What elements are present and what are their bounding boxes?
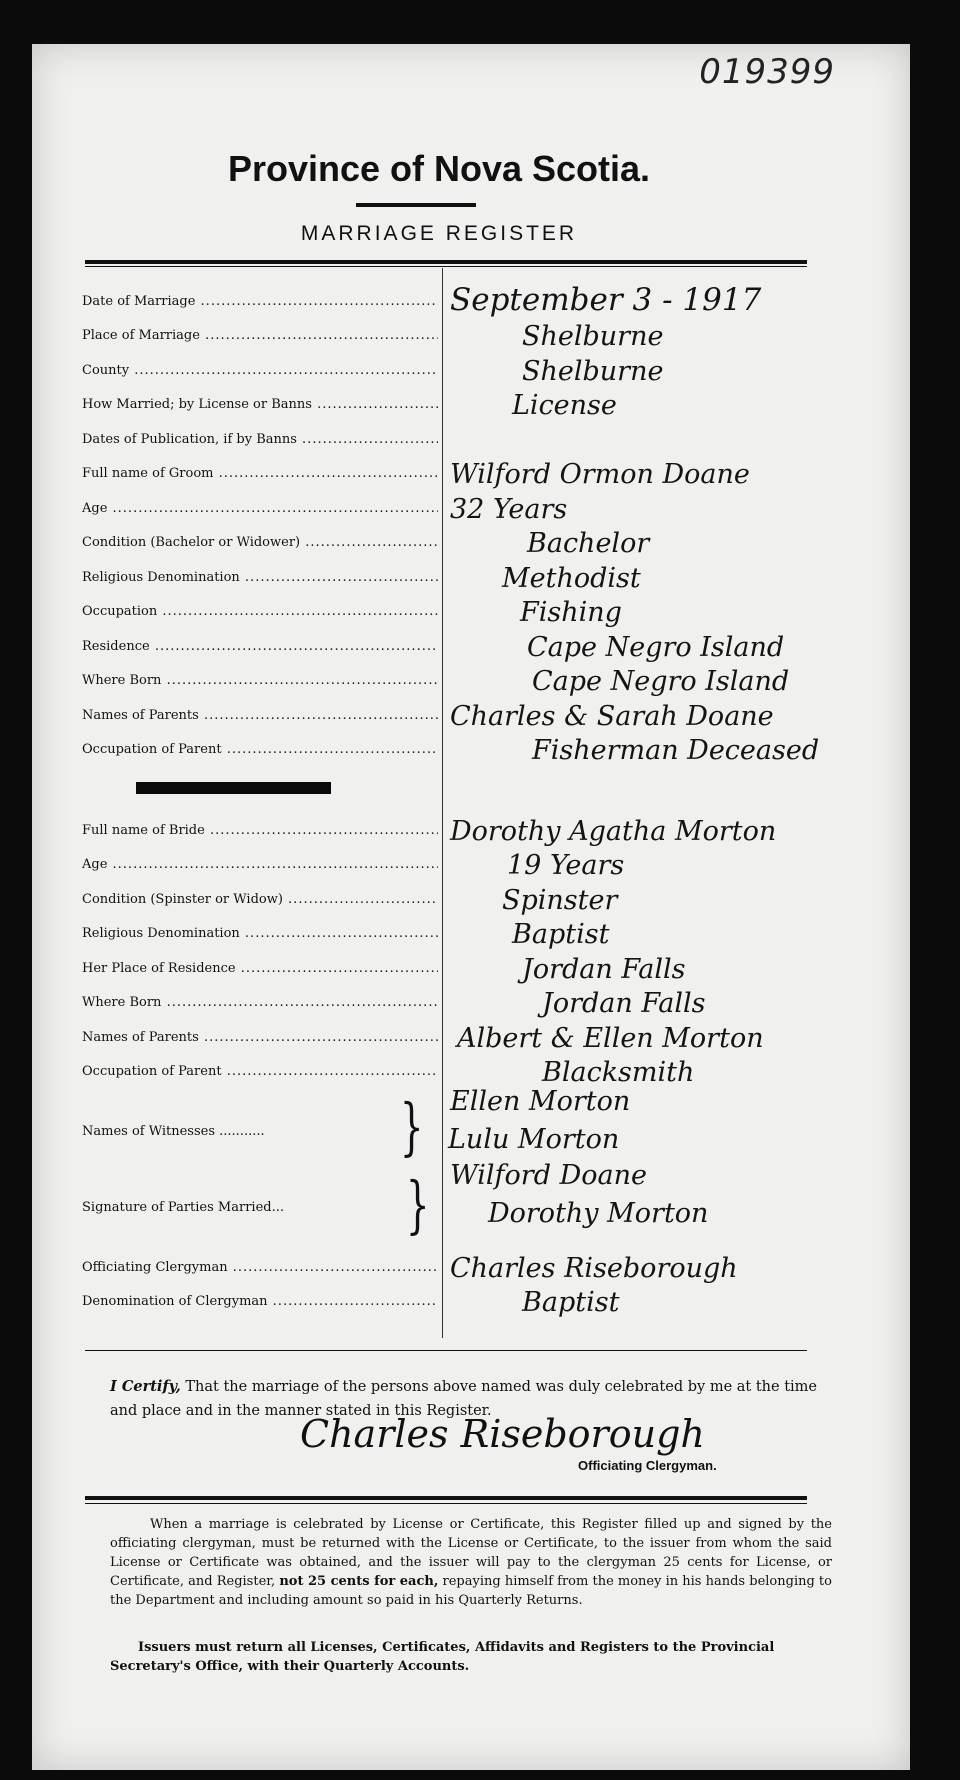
field-value: Jordan Falls <box>542 988 706 1019</box>
field-row-groom-name <box>82 458 872 492</box>
field-label: How Married; by License or Banns ..... <box>82 397 438 412</box>
signature-value-1: Wilford Doane <box>450 1160 647 1191</box>
field-label: Religious Denomination ..... <box>82 570 438 585</box>
field-value: Cape Negro Island <box>532 666 790 697</box>
field-value: September 3 - 1917 <box>450 282 762 318</box>
field-value: Dorothy Agatha Morton <box>450 816 777 847</box>
field-row-groom-condition <box>82 527 872 561</box>
field-row-bride-condition <box>82 884 872 918</box>
field-label: Occupation of Parent ..... <box>82 742 438 757</box>
certify-text: That the marriage of the persons above named was duly celebrated by me at the time and place and in the manner stated in this Register. <box>110 1379 817 1419</box>
field-label: Age ..... <box>82 857 438 872</box>
field-value: Shelburne <box>522 321 664 352</box>
witnesses-label: Names of Witnesses ........... <box>82 1124 265 1139</box>
field-label: Condition (Bachelor or Widower) ..... <box>82 535 438 550</box>
field-label: Where Born ..... <box>82 995 438 1010</box>
field-value: Jordan Falls <box>522 954 686 985</box>
field-value: License <box>512 390 617 421</box>
field-label: Occupation ..... <box>82 604 438 619</box>
field-row-dates-of-publication <box>82 424 872 458</box>
field-value: Bachelor <box>527 528 650 559</box>
return-notice <box>110 1515 832 1610</box>
field-row-groom-religion <box>82 562 872 596</box>
field-label: Names of Parents ..... <box>82 1030 438 1045</box>
field-value: 19 Years <box>507 850 625 881</box>
field-row-groom-age <box>82 493 872 527</box>
field-label: Residence ..... <box>82 639 438 654</box>
serial-number: 019399 <box>699 52 835 92</box>
signature-value-2: Dorothy Morton <box>488 1198 709 1229</box>
notice-divider <box>85 1496 807 1500</box>
field-label: Full name of Groom ..... <box>82 466 438 481</box>
field-row-bride-religion <box>82 918 872 952</box>
field-row-place-of-marriage <box>82 320 872 354</box>
section-separator-bar <box>136 782 331 794</box>
clergy-signature: Charles Riseborough <box>300 1412 705 1456</box>
field-row-county <box>82 355 872 389</box>
field-label: Condition (Spinster or Widow) ..... <box>82 892 438 907</box>
issuers-notice: Issuers must return all Licenses, Certificates, Affidavits and Registers to the Provincial Secretary's Office, with their Quarterly Accounts. <box>110 1640 775 1674</box>
field-row-date-of-marriage <box>82 282 872 320</box>
field-row-bride-parent-occupation <box>82 1056 872 1090</box>
field-row-groom-occupation <box>82 596 872 630</box>
field-label: Occupation of Parent ..... <box>82 1064 438 1079</box>
notice-text-bold: not 25 cents for each, <box>279 1574 439 1589</box>
document-title: Province of Nova Scotia. <box>227 148 651 189</box>
field-row-officiating-clergyman <box>82 1252 872 1286</box>
field-row-groom-birthplace <box>82 665 872 699</box>
field-label: Full name of Bride ..... <box>82 823 438 838</box>
signatures-label: Signature of Parties Married... <box>82 1200 284 1215</box>
witness-value-2: Lulu Morton <box>448 1124 620 1155</box>
field-row-how-married <box>82 389 872 423</box>
field-value: Baptist <box>522 1287 620 1318</box>
certify-divider <box>85 1350 807 1351</box>
field-value: Baptist <box>512 919 610 950</box>
document-subtitle: MARRIAGE REGISTER <box>300 222 578 245</box>
field-value: Cape Negro Island <box>527 632 785 663</box>
field-value: 32 Years <box>450 494 568 525</box>
field-row-bride-residence <box>82 953 872 987</box>
header-divider <box>85 260 807 264</box>
field-label: Officiating Clergyman ..... <box>82 1260 438 1275</box>
field-value: Fisherman Deceased <box>532 735 820 766</box>
field-value: Methodist <box>502 563 641 594</box>
witnesses-brace: } <box>399 1090 424 1163</box>
field-label: Place of Marriage ..... <box>82 328 438 343</box>
field-value: Shelburne <box>522 356 664 387</box>
signatures-brace: } <box>405 1168 430 1241</box>
field-label: Religious Denomination ..... <box>82 926 438 941</box>
field-label: Where Born ..... <box>82 673 438 688</box>
field-row-bride-birthplace <box>82 987 872 1021</box>
field-row-groom-parent-occupation <box>82 734 872 768</box>
witness-value-1: Ellen Morton <box>450 1086 631 1117</box>
certify-lead: I Certify, <box>110 1378 181 1395</box>
field-row-groom-parents <box>82 700 872 734</box>
field-value: Spinster <box>502 885 618 916</box>
field-label: Denomination of Clergyman ..... <box>82 1294 438 1309</box>
notice-divider-thin <box>85 1503 807 1504</box>
field-row-bride-name <box>82 815 872 849</box>
notice-text-1: When a marriage is celebrated by License or Certificate, this Register filled up and signed by the officiating clergyman, must be returned with the License or Certificate, to the issuer from whom the said License or Certificate was obtained, and the issuer will pay to the clergyman 25 cents for License, or Certificate, and Register, <box>110 1517 832 1589</box>
field-row-bride-age <box>82 849 872 883</box>
clergy-signature-caption: Officiating Clergyman. <box>578 1458 717 1473</box>
field-label: County ..... <box>82 363 438 378</box>
title-rule <box>356 203 476 207</box>
field-value: Albert & Ellen Morton <box>457 1023 764 1054</box>
field-value: Charles Riseborough <box>450 1253 738 1284</box>
field-value: Fishing <box>520 597 622 628</box>
field-label: Her Place of Residence ..... <box>82 961 438 976</box>
field-row-bride-parents <box>82 1022 872 1056</box>
field-value: Charles & Sarah Doane <box>450 701 774 732</box>
field-value: Wilford Ormon Doane <box>450 459 750 490</box>
field-label: Dates of Publication, if by Banns ..... <box>82 432 438 447</box>
field-value: Blacksmith <box>542 1057 695 1088</box>
field-row-clergy-denomination <box>82 1286 872 1320</box>
field-row-groom-residence <box>82 631 872 665</box>
field-label: Date of Marriage ..... <box>82 294 438 309</box>
field-label: Age ..... <box>82 501 438 516</box>
header-divider-thin <box>85 266 807 267</box>
field-label: Names of Parents ..... <box>82 708 438 723</box>
notice-text-2: repaying himself from the money in his hands belonging to the Department and including amount so paid in his Quarterly Returns. <box>110 1574 832 1608</box>
